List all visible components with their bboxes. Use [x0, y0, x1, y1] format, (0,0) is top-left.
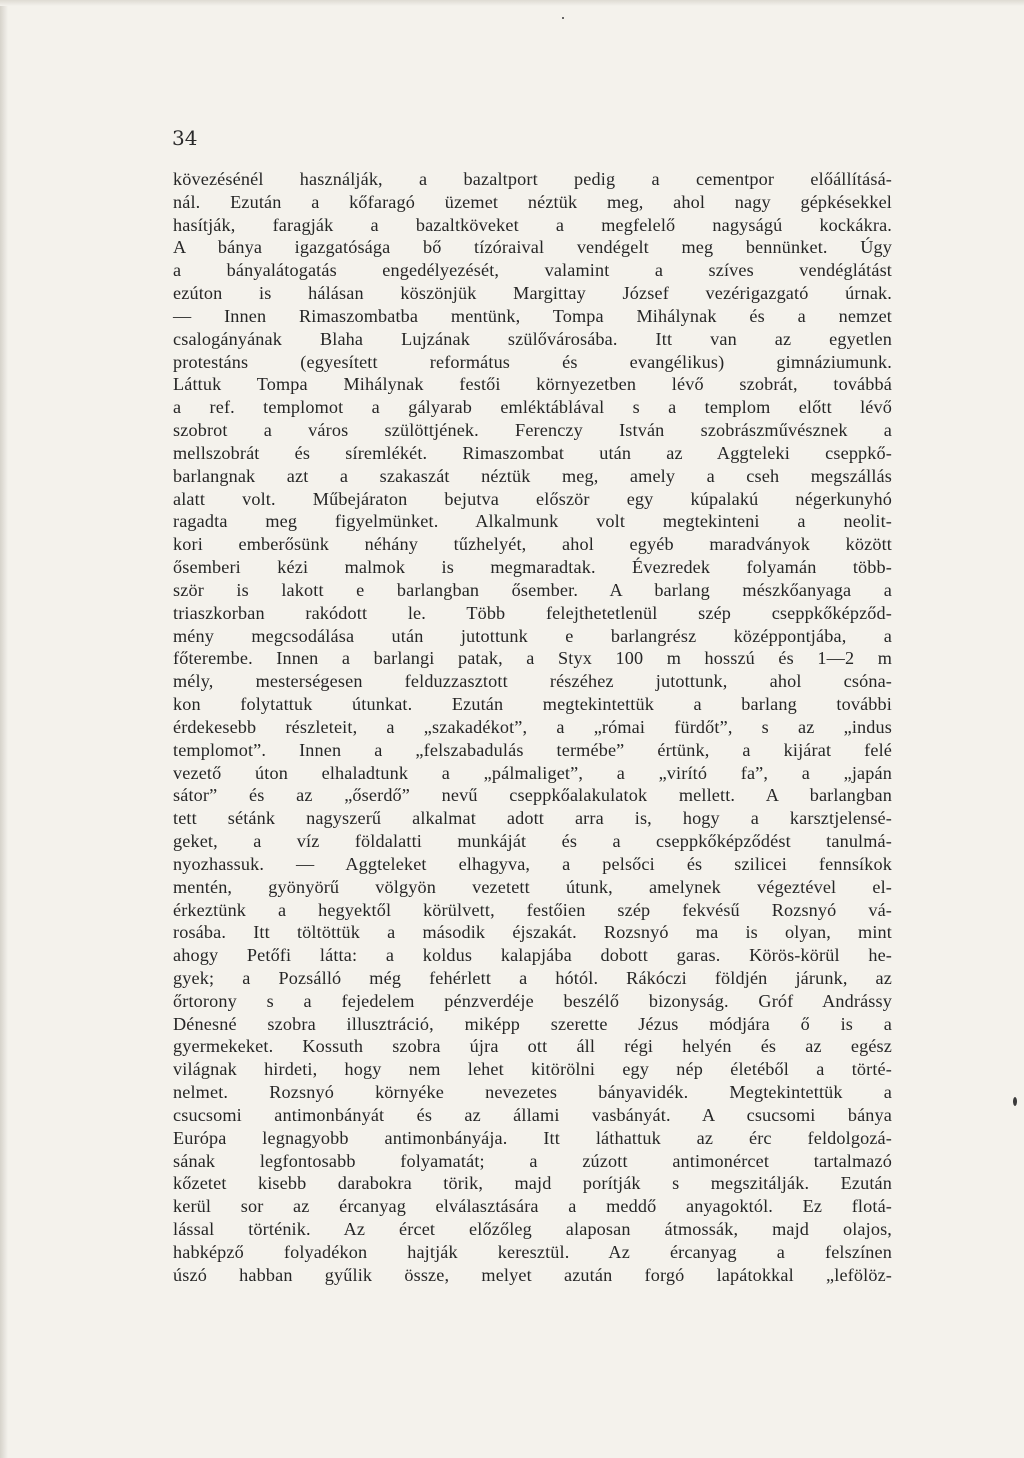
text-line: Európa legnagyobb antimonbányája. Itt láthattuk az érc feldolgozá-	[173, 1127, 892, 1148]
text-line: mény megcsodálása után jutottunk e barlangrész középpontjába, a	[173, 625, 892, 646]
text-line: mentén, gyönyörű völgyön vezetett útunk, amelynek végeztével el-	[173, 876, 892, 897]
text-line: érkeztünk a hegyektől körülvett, festőien szép fekvésű Rozsnyó vá-	[173, 899, 892, 920]
text-line: habképző folyadékon hajtják keresztül. Az ércanyag a felszínen	[173, 1241, 892, 1262]
text-line: ragadta meg figyelmünket. Alkalmunk volt megtekinteni a neolit-	[173, 511, 892, 532]
text-line: főterembe. Innen a barlangi patak, a Styx 100 m hosszú és 1—2 m	[173, 648, 892, 669]
text-line: kőzetet kisebb darabokra törik, majd porítják s megszitálják. Ezután	[173, 1173, 892, 1194]
text-line: sátor” és az „őserdő” nevű cseppkőalakulatok mellett. A barlangban	[173, 785, 892, 806]
text-line: vezető úton elhaladtunk a „pálmaliget”, a „virító fa”, a „japán	[173, 762, 892, 783]
text-line: csucsomi antimonbányát és az állami vasbányát. A csucsomi bánya	[173, 1104, 892, 1125]
text-line: ősemberi kézi malmok is megmaradtak. Évezredek folyamán több-	[173, 557, 892, 578]
text-line: templomot”. Innen a „felszabadulás termébe” értünk, a kijárat felé	[173, 739, 892, 760]
text-line: szobrot a város szülöttjének. Ferenczy István szobrászművésznek a	[173, 420, 892, 441]
text-line: — Innen Rimaszombatba mentünk, Tompa Mihálynak és a nemzet	[173, 305, 892, 326]
text-line: gyek; a Pozsálló még fehérlett a hótól. Rákóczi földjén járunk, az	[173, 967, 892, 988]
text-line: ször is lakott e barlangban ősember. A barlang mészkőanyaga a	[173, 579, 892, 600]
text-line: nál. Ezután a kőfaragó üzemet néztük meg, ahol nagy gépkésekkel	[173, 191, 892, 212]
text-line: ezúton is hálásan köszönjük Margittay József vezérigazgató úrnak.	[173, 283, 892, 304]
text-line: lással történik. Az ércet előzőleg alaposan átmossák, majd olajos,	[173, 1219, 892, 1240]
text-line: tett sétánk nagyszerű alkalmat adott arra is, hogy a karsztjelensé-	[173, 808, 892, 829]
text-line: triaszkorban rakódott le. Több felejthetetlenül szép cseppkőképződ-	[173, 602, 892, 623]
text-line: csalogányának Blaha Lujzának szülővárosába. Itt van az egyetlen	[173, 328, 892, 349]
text-line: ahogy Petőfi látta: a koldus kalapjába dobott garas. Körös-körül he-	[173, 945, 892, 966]
text-line: protestáns (egyesített református és evangélikus) gimnáziumunk.	[173, 351, 892, 372]
text-line: A bánya igazgatósága bő tízóraival vendégelt meg bennünket. Úgy	[173, 237, 892, 258]
text-line: hasítják, faragják a bazaltköveket a megfelelő nagyságú kockákra.	[173, 214, 892, 235]
text-line: sának legfontosabb folyamatát; a zúzott antimonércet tartalmazó	[173, 1150, 892, 1171]
text-line: Dénesné szobra illusztráció, miképp szerette Jézus módjára ő is a	[173, 1013, 892, 1034]
text-line: mellszobrát és síremlékét. Rimaszombat után az Aggteleki cseppkő-	[173, 442, 892, 463]
scan-speck	[1013, 1097, 1017, 1106]
text-line: úszó habban gyűlik össze, melyet azután forgó lapátokkal „lefölöz-	[173, 1264, 892, 1285]
text-line: barlangnak azt a szakaszát néztük meg, amely a cseh megszállás	[173, 465, 892, 486]
body-text	[173, 168, 892, 1287]
text-line: érdekesebb részleteit, a „szakadékot”, a „római fürdőt”, s az „indus	[173, 716, 892, 737]
text-line: a bányalátogatás engedélyezését, valamint a szíves vendéglátást	[173, 260, 892, 281]
text-line: világnak hirdeti, hogy nem lehet kitörölni egy nép életéből a törté-	[173, 1059, 892, 1080]
text-line: mély, mesterségesen felduzzasztott részéhez jutottunk, ahol csóna-	[173, 671, 892, 692]
text-line: gyermekeket. Kossuth szobra újra ott áll régi helyén és az egész	[173, 1036, 892, 1057]
scan-shadow-top	[0, 0, 1024, 6]
page-number: 34	[172, 126, 198, 150]
scan-speck	[562, 17, 564, 19]
text-line: rosába. Itt töltöttük a második éjszakát. Rozsnyó ma is olyan, mint	[173, 922, 892, 943]
scan-shadow-left	[0, 0, 8, 1458]
text-line: kon folytattuk útunkat. Ezután megtekintettük a barlang további	[173, 694, 892, 715]
text-line: alatt volt. Műbejáraton bejutva először egy kúpalakú négerkunyhó	[173, 488, 892, 509]
text-line: kövezésénél használják, a bazaltport pedig a cementpor előállításá-	[173, 169, 892, 189]
text-line: Láttuk Tompa Mihálynak festői környezetben lévő szobrát, továbbá	[173, 374, 892, 395]
text-line: őrtorony s a fejedelem pénzverdéje beszélő bizonyság. Gróf Andrássy	[173, 990, 892, 1011]
text-line: kori emberősünk néhány tűzhelyét, ahol egyéb maradványok között	[173, 534, 892, 555]
text-line: nelmet. Rozsnyó környéke nevezetes bányavidék. Megtekintettük a	[173, 1082, 892, 1103]
text-line: nyozhassuk. — Aggteleket elhagyva, a pelsőci és szilicei fennsíkok	[173, 853, 892, 874]
text-line: geket, a víz földalatti munkáját és a cseppkőképződést tanulmá-	[173, 831, 892, 852]
text-line: kerül sor az ércanyag elválasztására a meddő anyagoktól. Ez flotá-	[173, 1196, 892, 1217]
text-line: a ref. templomot a gályarab emléktáblával s a templom előtt lévő	[173, 397, 892, 418]
